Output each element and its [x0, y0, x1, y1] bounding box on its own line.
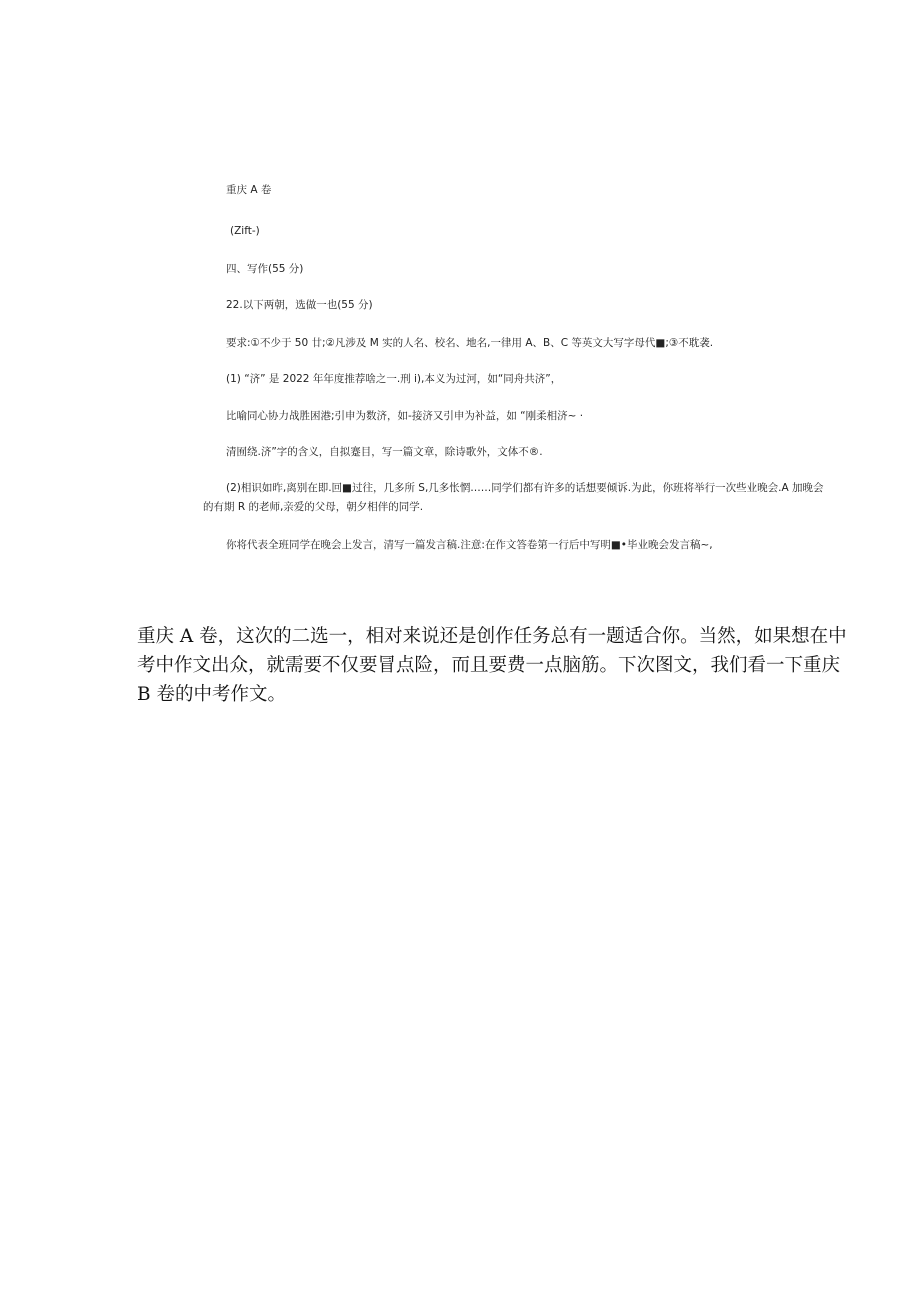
requirements-text: 要求:①不少于 50 廿;②凡涉及 M 实的人名、校名、地名,一律用 A、B、C 等英文大写字母代■;③不耽袭.	[226, 337, 714, 349]
option1-line2: 比喻同心协力战胜困港;引申为数济，如-接济又引申为补益，如 “刚柔相济~ ·	[226, 410, 584, 422]
option2-line1: (2)相识如昨,离别在即.回■过往，几多所 S,几多怅惘……同学们都有许多的话想要倾诉.为此，你班将举行一次些业晚会.A 加晚会	[226, 482, 824, 494]
section-heading: 四、写作(55 分)	[226, 263, 304, 275]
commentary-line: 考中作文出众，就需要不仅要冒点险，而且要费一点脑筋。下次图文，我们看一下重庆	[137, 655, 841, 676]
exam-subtitle: (Zift-)	[230, 225, 260, 237]
option1-line1: (1) “济” 是 2022 年年度推荐啥之一.刑 i),本义为过河，如“同舟共济”，	[226, 373, 562, 385]
commentary-paragraph	[137, 622, 847, 709]
exam-title: 重庆 A 卷	[226, 184, 272, 196]
option2-line2: 的有期 R 的老师,亲爱的父母，朝夕相伴的同学.	[203, 501, 424, 513]
commentary-line: 重庆 A 卷，这次的二选一，相对来说还是创作任务总有一题适合你。当然，如果想在中	[137, 626, 847, 647]
option2-line3: 你将代表全班同学在晚会上发言，清写一篇发言稿.注意:在作文答卷第一行后中写明■•毕业晚会发言稿~,	[226, 539, 713, 551]
option1-line3: 清囿绕.济”字的含义，自拟蹇目，写一篇文章，除诗歌外，文体不®.	[226, 446, 543, 458]
question-heading: 22.以下两朝，选做一也(55 分)	[226, 299, 373, 311]
commentary-line: B 卷的中考作文。	[137, 684, 286, 705]
